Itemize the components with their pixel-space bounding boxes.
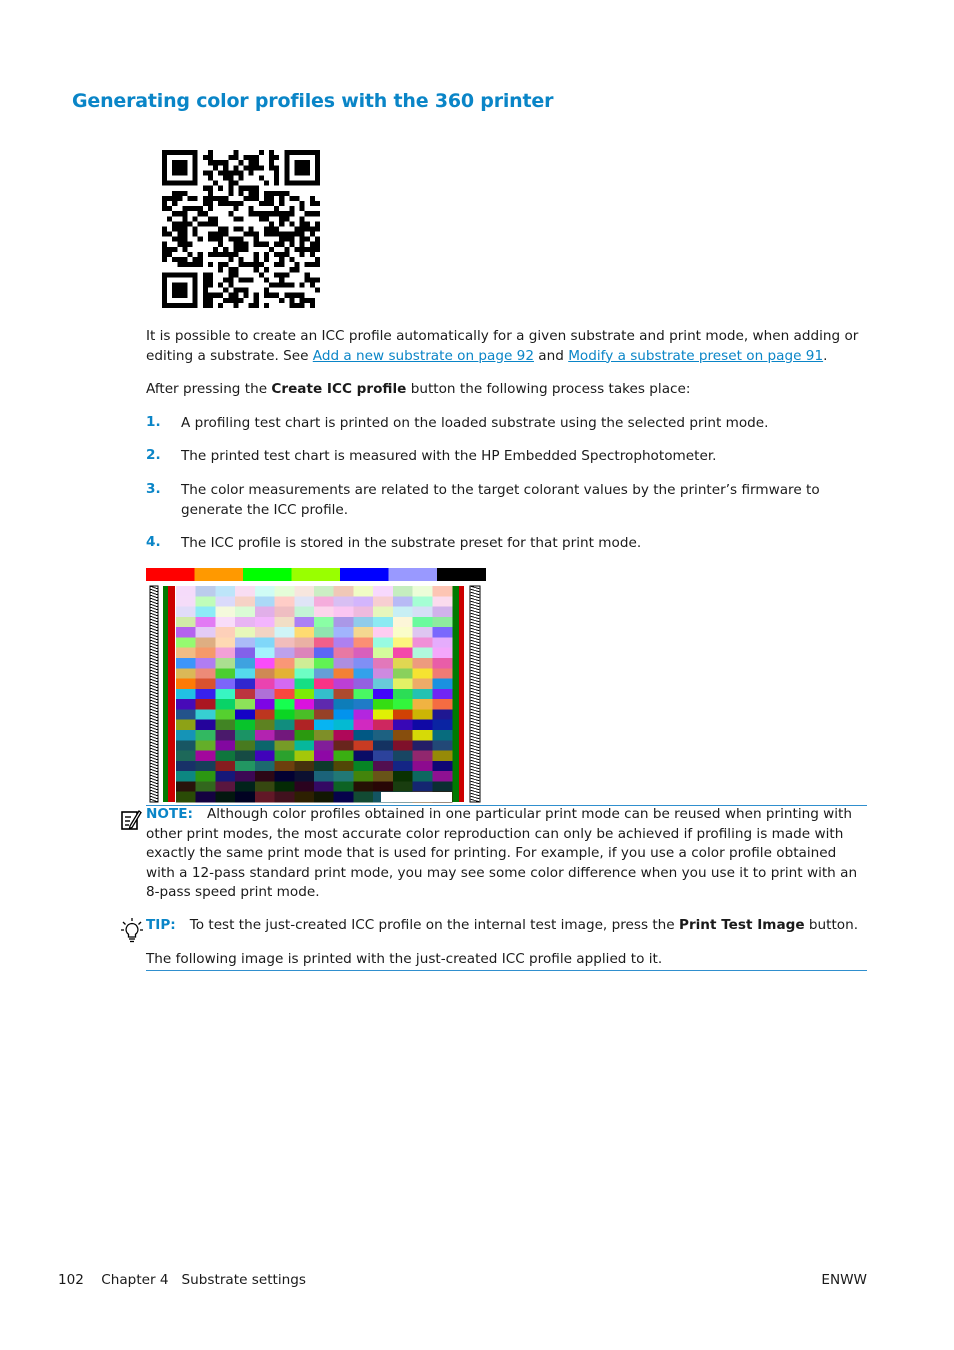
page-number: 102 bbox=[58, 1272, 84, 1288]
process-paragraph bbox=[146, 380, 866, 400]
qr-code-icon[interactable] bbox=[162, 150, 320, 308]
tip-label: TIP: bbox=[146, 917, 176, 933]
step-number: 3. bbox=[146, 481, 161, 497]
step-text: A profiling test chart is printed on the loaded substrate using the selected print mode. bbox=[181, 415, 769, 431]
footer-left bbox=[58, 1272, 306, 1288]
step-text: The printed test chart is measured with the HP Embedded Spectrophotometer. bbox=[181, 448, 717, 464]
step-number: 1. bbox=[146, 414, 161, 430]
chapter-label: Chapter 4 bbox=[101, 1272, 169, 1288]
footer-right: ENWW bbox=[821, 1272, 867, 1288]
process-prefix: After pressing the bbox=[146, 381, 272, 397]
intro-paragraph bbox=[146, 327, 866, 366]
page-title: Generating color profiles with the 360 printer bbox=[72, 90, 554, 112]
create-icc-profile-label: Create ICC profile bbox=[271, 381, 407, 397]
tip-callout bbox=[146, 916, 866, 936]
intro-text-and: and bbox=[533, 347, 569, 364]
profiling-test-chart bbox=[146, 568, 486, 804]
add-substrate-link[interactable]: Add a new substrate on page 92 bbox=[312, 347, 534, 364]
intro-text-end: . bbox=[823, 347, 828, 364]
modify-substrate-link[interactable]: Modify a substrate preset on page 91 bbox=[568, 347, 824, 364]
step-text: The ICC profile is stored in the substrate preset for that print mode. bbox=[181, 535, 642, 551]
note-text: Although color profiles obtained in one particular print mode can be reused when printing with other print modes, the most accurate color reproduction can only be achieved if profiling is made with exactly the same print mode that is used for printing. For example, if you use a color profile obtained with a 12-pass standard print mode, you may see some color difference when you use it to print with an 8-pass speed print mode. bbox=[146, 806, 858, 900]
section-label: Substrate settings bbox=[181, 1272, 306, 1288]
tip-suffix: button. bbox=[804, 917, 859, 933]
step-number: 2. bbox=[146, 447, 161, 463]
step-number: 4. bbox=[146, 534, 161, 550]
lightbulb-icon bbox=[120, 917, 144, 943]
print-test-image-label: Print Test Image bbox=[678, 917, 805, 933]
intro-text: It is possible to create an ICC profile automatically for a given substrate and print mode, when adding or editing a substrate. See bbox=[146, 328, 859, 364]
step-text: The color measurements are related to the target colorant values by the printer’s firmware to generate the ICC profile. bbox=[181, 482, 820, 518]
note-label: NOTE: bbox=[146, 806, 193, 822]
process-suffix: button the following process takes place: bbox=[406, 381, 691, 397]
note-callout bbox=[146, 805, 866, 903]
tip-prefix: To test the just-created ICC profile on the internal test image, press the bbox=[189, 917, 679, 933]
tip-bottom-rule bbox=[146, 970, 867, 971]
tip-followup: The following image is printed with the just-created ICC profile applied to it. bbox=[146, 951, 663, 967]
note-pencil-icon bbox=[120, 808, 142, 832]
